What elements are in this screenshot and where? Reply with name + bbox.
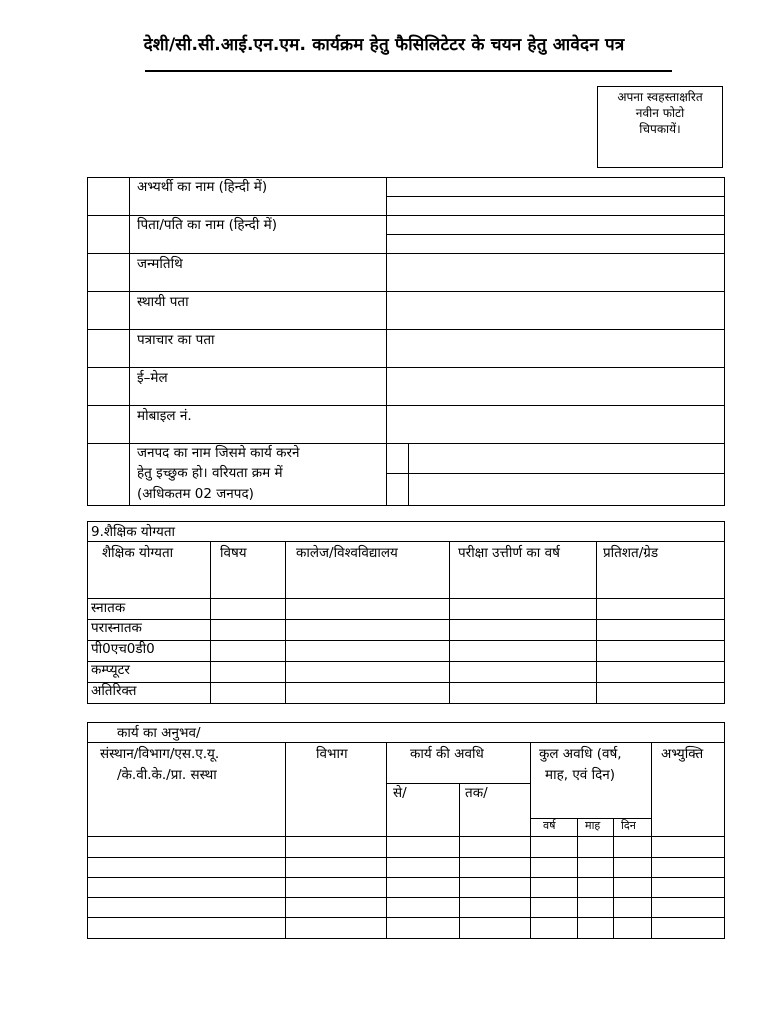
table-rule-h (386, 783, 531, 784)
table-rule-h (87, 640, 725, 641)
edu-row-additional: अतिरिक्त (91, 683, 137, 699)
label-correspondence-address: पत्राचार का पता (137, 332, 215, 348)
table-rule-h (87, 682, 725, 683)
exp-header-institute-2: /के.वी.के./प्रा. सस्था (117, 767, 217, 783)
table-rule-h (87, 541, 725, 542)
edu-row-postgraduate: परास्नातक (91, 620, 142, 636)
table-rule-v (210, 541, 211, 704)
table-rule-v (449, 541, 450, 704)
label-permanent-address: स्थायी पता (137, 294, 189, 310)
table-rule-v (87, 722, 88, 939)
table-rule-v (408, 443, 409, 506)
exp-header-total-1: कुल अवधि (वर्ष, (539, 746, 622, 762)
exp-header-period: कार्य की अवधि (410, 746, 484, 762)
table-rule-h (386, 473, 725, 474)
table-rule-h (87, 877, 725, 878)
table-rule-h (87, 661, 725, 662)
edu-header-qualification: शैक्षिक योग्यता (102, 545, 174, 561)
table-rule-h (87, 215, 725, 216)
education-heading: 9.शैक्षिक योग्यता (91, 524, 176, 540)
table-rule-h (87, 505, 725, 506)
table-rule-h (530, 818, 652, 819)
table-rule-h (87, 703, 725, 704)
edu-row-phd: पी0एच0डी0 (91, 641, 155, 657)
exp-header-from: से/ (393, 785, 407, 801)
edu-header-percentage: प्रतिशत/ग्रेड (603, 545, 659, 561)
exp-header-month: माह (585, 819, 601, 832)
label-district-2: हेतु इच्छुक हो। वरियता क्रम में (137, 465, 283, 481)
exp-header-to: तक/ (465, 785, 488, 801)
table-rule-h (87, 177, 725, 178)
exp-header-year: वर्ष (543, 819, 556, 832)
table-rule-v (285, 541, 286, 704)
table-rule-h (87, 857, 725, 858)
edu-row-computer: कम्प्यूटर (91, 662, 130, 678)
title-underline (145, 70, 672, 72)
photo-box (597, 86, 723, 168)
label-district-3: (अधिकतम 02 जनपद) (137, 486, 254, 502)
table-rule-h (386, 196, 725, 197)
table-rule-h (87, 405, 725, 406)
table-rule-v (386, 177, 387, 506)
table-rule-h (87, 917, 725, 918)
table-rule-h (87, 443, 725, 444)
photo-line-3: चिपकायें। (639, 122, 681, 136)
table-rule-v (87, 521, 88, 704)
table-rule-v (129, 177, 130, 506)
exp-header-institute-1: संस्थान/विभाग/एस.ए.यू. (100, 746, 220, 762)
table-rule-h (386, 234, 725, 235)
table-rule-v (530, 742, 531, 939)
photo-line-1: अपना स्वहस्ताक्षरित (617, 90, 703, 104)
table-rule-h (87, 836, 725, 837)
table-rule-v (724, 722, 725, 939)
label-candidate-name: अभ्यर्थी का नाम (हिन्दी में) (137, 179, 268, 195)
table-rule-v (87, 177, 88, 506)
exp-header-total-2: माह, एवं दिन) (545, 767, 616, 783)
table-rule-v (285, 742, 286, 939)
experience-heading: कार्य का अनुभव/ (117, 725, 201, 741)
table-rule-h (87, 367, 725, 368)
label-district-1: जनपद का नाम जिसमे कार्य करने (137, 445, 300, 461)
table-rule-h (87, 598, 725, 599)
table-rule-h (87, 329, 725, 330)
table-rule-h (87, 253, 725, 254)
table-rule-v (386, 742, 387, 939)
table-rule-h (87, 619, 725, 620)
table-rule-h (87, 722, 725, 723)
table-rule-h (87, 938, 725, 939)
table-rule-v (596, 541, 597, 704)
form-title: देशी/सी.सी.आई.एन.एम. कार्यक्रम हेतु फैसिलिटेटर के चयन हेतु आवेदन पत्र (143, 35, 625, 55)
edu-row-graduate: स्नातक (91, 600, 126, 616)
table-rule-h (87, 521, 725, 522)
label-father-name: पिता/पति का नाम (हिन्दी में) (137, 217, 277, 233)
table-rule-h (87, 291, 725, 292)
table-rule-v (651, 742, 652, 939)
label-dob: जन्मतिथि (137, 256, 183, 272)
edu-header-subject: विषय (220, 545, 247, 561)
exp-header-remarks: अभ्युक्ति (661, 746, 704, 762)
table-rule-h (87, 897, 725, 898)
label-email: ई–मेल (137, 370, 168, 386)
edu-header-college: कालेज/विश्वविद्यालय (296, 545, 398, 561)
exp-header-day: दिन (621, 819, 636, 832)
table-rule-v (724, 521, 725, 704)
photo-line-2: नवीन फोटो (635, 106, 685, 120)
table-rule-v (459, 783, 460, 939)
edu-header-year: परीक्षा उत्तीर्ण का वर्ष (458, 545, 560, 561)
label-mobile: मोबाइल नं. (137, 408, 192, 424)
table-rule-v (724, 177, 725, 506)
exp-header-department: विभाग (316, 746, 348, 762)
table-rule-h (87, 742, 725, 743)
